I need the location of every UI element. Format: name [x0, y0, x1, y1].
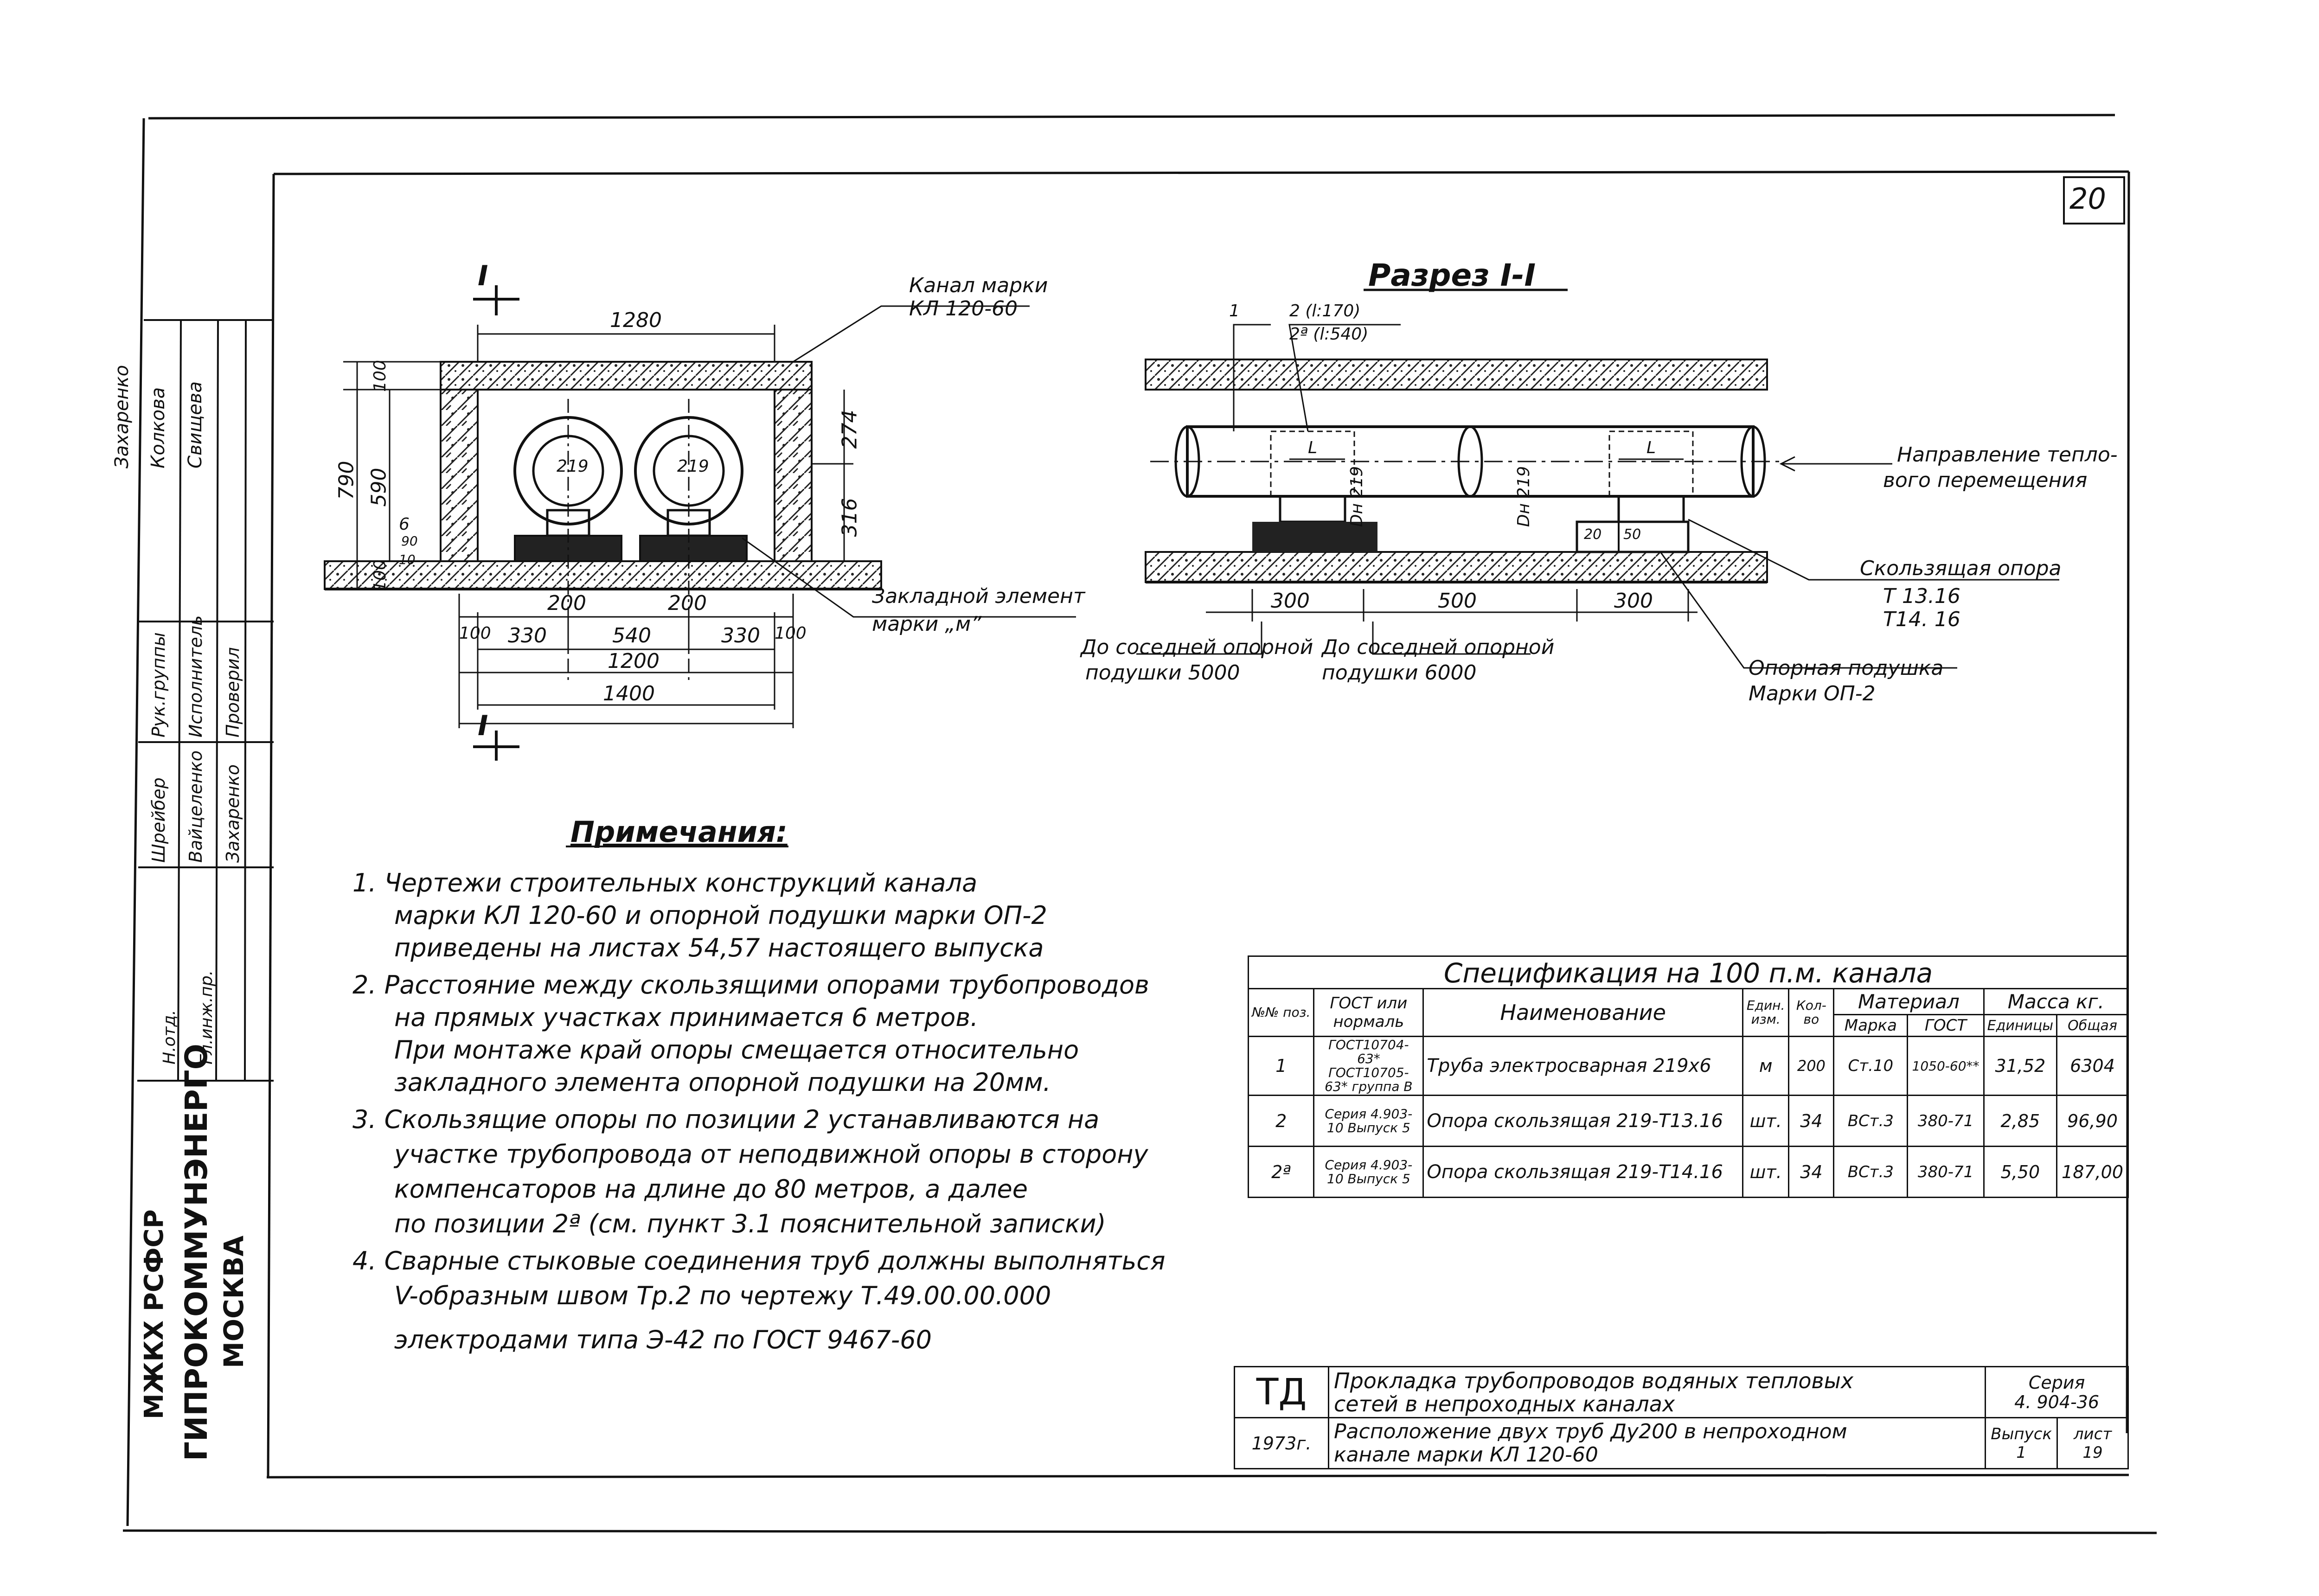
title-block — [1234, 1366, 2129, 1469]
stamp-name-2: Колкова — [147, 387, 169, 468]
pipe-dia-2: Dн 219 — [1514, 466, 1534, 527]
small-20: 20 — [1584, 526, 1602, 543]
issue-value: 1 — [2016, 1443, 2026, 1462]
row2-mass-total: 96,90 — [2057, 1096, 2128, 1147]
row3-gost: Серия 4.903-10 Выпуск 5 — [1314, 1147, 1423, 1198]
spec-row-2 — [1249, 1096, 2128, 1147]
project-line-1: Прокладка трубопроводов водяных тепловых — [1334, 1368, 1854, 1393]
list-cell — [2057, 1418, 2128, 1469]
sheet-title — [1329, 1418, 1986, 1469]
dim-500: 500 — [1438, 589, 1477, 613]
sliding-support-3: Т14. 16 — [1883, 608, 1960, 631]
dim-1280: 1280 — [610, 308, 662, 332]
pipe-dia-1: Dн 219 — [1347, 466, 1367, 527]
channel-callout-2: КЛ 120-60 — [909, 297, 1018, 320]
row2-mass-unit: 2,85 — [1984, 1096, 2056, 1147]
note-line-11: по позиции 2ª (см. пункт 3.1 пояснительной записки) — [394, 1209, 1106, 1238]
hdr-mass-total: Общая — [2057, 1015, 2128, 1037]
direction-1: Направление тепло- — [1897, 443, 2118, 467]
dim-90: 90 — [401, 533, 418, 549]
hdr-mass-unit: Единицы — [1984, 1015, 2056, 1037]
stamp-org-line3: МОСКВА — [218, 1235, 250, 1368]
hdr-gost: ГОСТ или нормаль — [1314, 989, 1423, 1037]
note-line-1: 1. Чертежи строительных конструкций канала — [352, 868, 978, 897]
row3-unit: шт. — [1742, 1147, 1789, 1198]
dim-bottom-5: 100 — [775, 624, 807, 643]
embedded-callout-2: марки „м” — [872, 612, 982, 636]
dim-L-left: L — [1308, 438, 1318, 457]
stamp-name-6: Захаренко — [223, 764, 243, 863]
series-label: Серия — [2028, 1372, 2085, 1393]
sheet-value: 19 — [2082, 1443, 2103, 1462]
row1-mat-gost: 1050-60** — [1908, 1037, 1984, 1096]
dim-10: 10 — [399, 552, 416, 567]
series-value: 4. 904-36 — [2014, 1391, 2100, 1412]
pipe-label-right: 219 — [677, 457, 709, 476]
notes-title: Примечания: — [570, 815, 788, 849]
dim-200-right: 200 — [668, 591, 707, 615]
leader-1: 1 — [1229, 301, 1240, 320]
issue-cell — [1986, 1418, 2057, 1469]
spec-table — [1248, 988, 2129, 1198]
note-line-5: на прямых участках принимается 6 метров. — [394, 1003, 979, 1032]
stamp-name-3: Свищева — [185, 381, 206, 468]
dim-316: 316 — [838, 498, 862, 537]
row1-mass-unit: 31,52 — [1984, 1037, 2056, 1096]
dim-200-left: 200 — [547, 591, 586, 615]
stamp-role-3: Рук.группы — [148, 632, 169, 737]
row2-num: 2 — [1249, 1096, 1314, 1147]
row2-qty: 34 — [1789, 1096, 1834, 1147]
dim-1200: 1200 — [608, 649, 660, 673]
note-line-8: 3. Скользящие опоры по позиции 2 устанавливаются на — [352, 1105, 1100, 1134]
sheet-title-line-2: канале марки КЛ 120-60 — [1334, 1442, 1598, 1467]
stamp-role-2: Гл.инж.пр. — [197, 970, 216, 1064]
dim-bottom-4: 330 — [721, 624, 760, 647]
stamp-org-line2: ГИПРОКОММУНЭНЕРГО — [179, 1044, 214, 1461]
hdr-material: Материал — [1834, 989, 1984, 1015]
project-title — [1329, 1367, 1986, 1418]
row3-mass-total: 187,00 — [2057, 1147, 2128, 1198]
row2-name: Опора скользящая 219-Т13.16 — [1423, 1096, 1742, 1147]
row3-mark: ВСт.3 — [1834, 1147, 1908, 1198]
pad-callout-1: Опорная подушка — [1749, 656, 1944, 680]
hdr-unit: Един. изм. — [1742, 989, 1789, 1037]
row3-qty: 34 — [1789, 1147, 1834, 1198]
leader-2: 2 (l:170) — [1289, 301, 1361, 320]
dim-bottom-3: 540 — [612, 624, 651, 647]
note-line-14: электродами типа Э-42 по ГОСТ 9467-60 — [394, 1325, 932, 1354]
row3-name: Опора скользящая 219-Т14.16 — [1423, 1147, 1742, 1198]
stamp-org-line1: МЖКХ РСФСР — [139, 1209, 169, 1419]
neighbor-5000-1: До соседней опорной — [1081, 635, 1313, 659]
dim-bottom-2: 330 — [508, 624, 547, 647]
hdr-mass: Масса кг. — [1984, 989, 2128, 1015]
section-view-title: Разрез I-I — [1368, 257, 1536, 293]
hdr-num: №№ поз. — [1249, 989, 1314, 1037]
neighbor-6000-2: подушки 6000 — [1322, 661, 1477, 685]
row2-gost: Серия 4.903-10 Выпуск 5 — [1314, 1096, 1423, 1147]
dim-1400: 1400 — [603, 682, 655, 705]
hdr-mat-gost: ГОСТ — [1908, 1015, 1984, 1037]
dim-590: 590 — [367, 468, 391, 507]
stamp-name-1: Захаренко — [111, 365, 133, 468]
hdr-qty: Кол-во — [1789, 989, 1834, 1037]
note-line-9: участке трубопровода от неподвижной опоры в сторону — [394, 1140, 1148, 1169]
row1-unit: м — [1742, 1037, 1789, 1096]
section-mark-top: I — [478, 260, 488, 292]
pad-callout-2: Марки ОП-2 — [1749, 682, 1876, 705]
dim-6: 6 — [399, 515, 410, 534]
spec-row-3 — [1249, 1147, 2128, 1198]
neighbor-6000-1: До соседней опорной — [1322, 635, 1555, 659]
dim-274: 274 — [838, 410, 862, 449]
title-year: 1973г. — [1235, 1418, 1329, 1469]
dim-100-bottom: 100 — [370, 559, 390, 591]
sliding-support-2: Т 13.16 — [1883, 584, 1960, 608]
row2-mat-gost: 380-71 — [1908, 1096, 1984, 1147]
note-line-3: приведены на листах 54,57 настоящего выпуска — [394, 933, 1044, 962]
sheet-label: лист — [2073, 1424, 2112, 1443]
row1-gost: ГОСТ10704-63* ГОСТ10705-63* группа В — [1314, 1037, 1423, 1096]
stamp-role-1: Н.отд. — [160, 1010, 179, 1064]
row1-num: 1 — [1249, 1037, 1314, 1096]
row3-mat-gost: 380-71 — [1908, 1147, 1984, 1198]
sheet-frame — [123, 115, 2157, 1533]
row3-num: 2ª — [1249, 1147, 1314, 1198]
stamp-name-4: Шрейбер — [148, 777, 169, 863]
row3-mass-unit: 5,50 — [1984, 1147, 2056, 1198]
embedded-callout-1: Закладной элемент — [872, 584, 1085, 608]
section-mark-bottom: I — [478, 710, 488, 742]
title-code: ТД — [1235, 1367, 1329, 1418]
note-line-4: 2. Расстояние между скользящими опорами трубопроводов — [352, 970, 1149, 1000]
channel-cross-section — [325, 285, 1076, 761]
stamp-role-4: Исполнитель — [186, 615, 206, 737]
note-line-7: закладного элемента опорной подушки на 20мм. — [394, 1068, 1051, 1097]
series-cell — [1986, 1367, 2128, 1418]
spec-table-title: Спецификация на 100 п.м. канала — [1248, 955, 2129, 988]
row1-mark: Ст.10 — [1834, 1037, 1908, 1096]
project-line-2: сетей в непроходных каналах — [1334, 1391, 1675, 1417]
row2-unit: шт. — [1742, 1096, 1789, 1147]
spec-header-row — [1249, 989, 2128, 1015]
pipe-label-left: 219 — [557, 457, 589, 476]
note-line-6: При монтаже край опоры смещается относительно — [394, 1035, 1079, 1064]
channel-callout-1: Канал марки — [909, 274, 1048, 297]
dim-300-right: 300 — [1614, 589, 1653, 613]
dim-790: 790 — [334, 461, 359, 500]
direction-2: вого перемещения — [1883, 468, 2088, 492]
spec-row-1 — [1249, 1037, 2128, 1096]
leader-2a: 2ª (l:540) — [1289, 325, 1369, 344]
small-50: 50 — [1623, 526, 1641, 543]
issue-label: Выпуск — [1991, 1424, 2052, 1443]
sheet-title-line-1: Расположение двух труб Ду200 в непроходном — [1334, 1419, 1847, 1443]
sliding-support-1: Скользящая опора — [1860, 557, 2062, 580]
dim-100-top: 100 — [370, 360, 390, 392]
note-line-2: марки КЛ 120-60 и опорной подушки марки ОП-2 — [394, 901, 1047, 930]
note-line-10: компенсаторов на длине до 80 метров, а далее — [394, 1174, 1028, 1204]
note-line-13: V-образным швом Тр.2 по чертежу Т.49.00.00.000 — [394, 1281, 1051, 1310]
dim-L-right: L — [1646, 438, 1656, 457]
row2-mark: ВСт.3 — [1834, 1096, 1908, 1147]
row1-name: Труба электросварная 219х6 — [1423, 1037, 1742, 1096]
neighbor-5000-2: подушки 5000 — [1085, 661, 1240, 685]
stamp-name-5: Вайцеленко — [186, 750, 206, 863]
dim-bottom-1: 100 — [459, 624, 491, 643]
row1-qty: 200 — [1789, 1037, 1834, 1096]
sheet-number: 20 — [2069, 182, 2106, 216]
row1-mass-total: 6304 — [2057, 1037, 2128, 1096]
stamp-role-5: Проверил — [223, 647, 243, 737]
note-line-12: 4. Сварные стыковые соединения труб должны выполняться — [352, 1246, 1166, 1276]
dim-300-left: 300 — [1271, 589, 1310, 613]
hdr-name: Наименование — [1423, 989, 1742, 1037]
hdr-mark: Марка — [1834, 1015, 1908, 1037]
